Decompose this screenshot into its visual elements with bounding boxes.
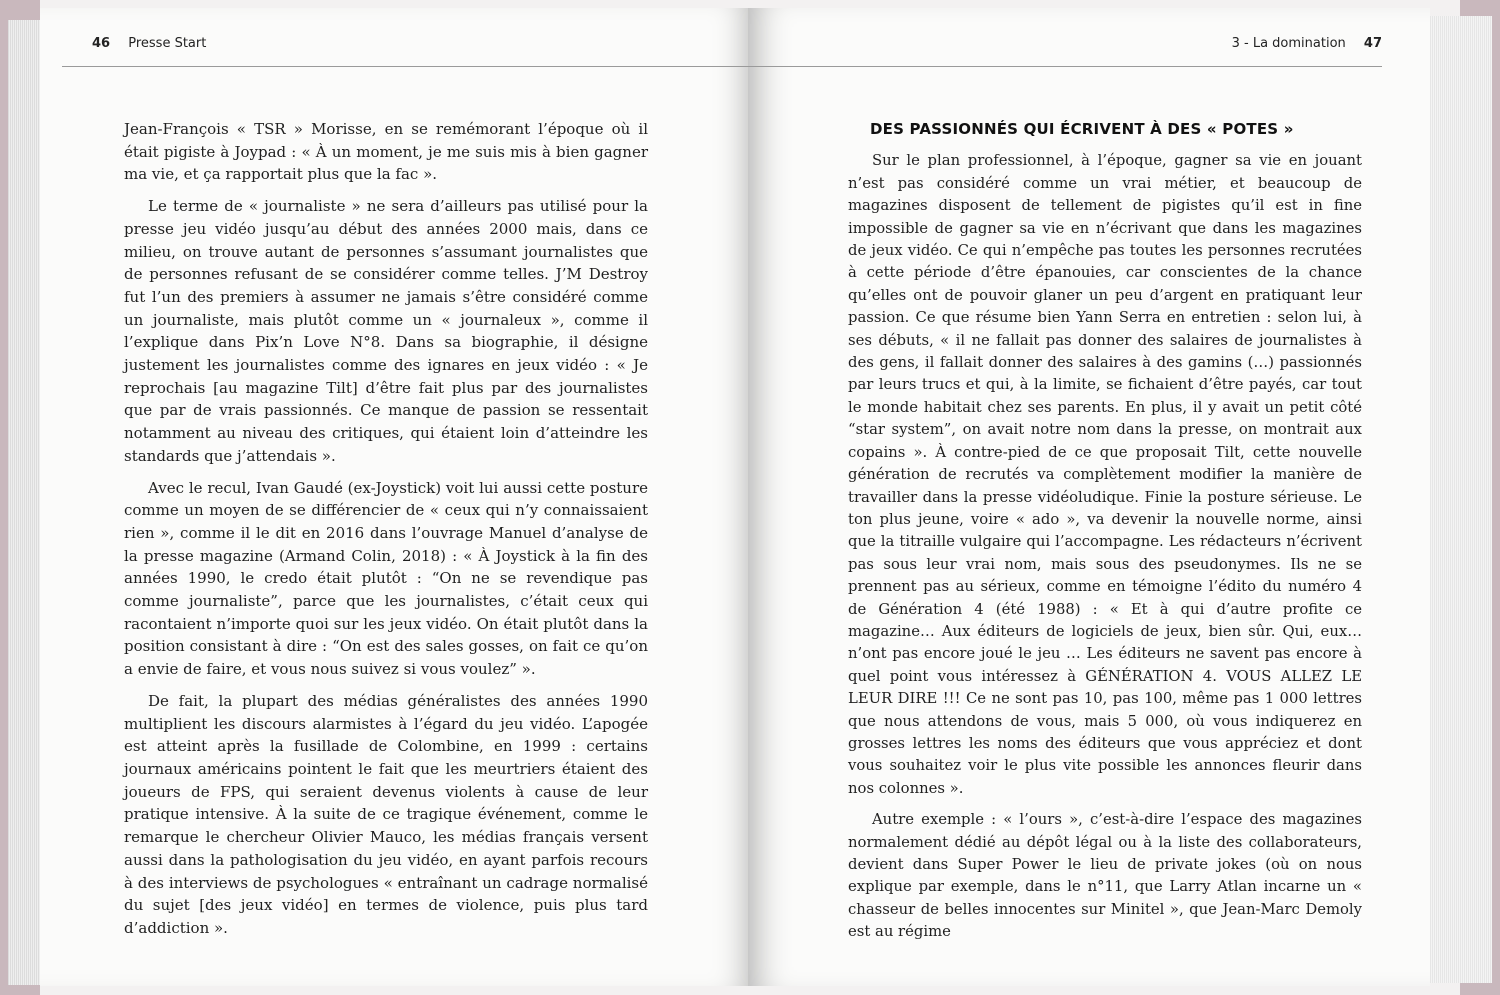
left-page [40,8,752,986]
paragraph: Jean-François « TSR » Morisse, en se remémorant l’époque où il était pigiste à Joypad : « À un moment, je me suis mis à bien gagner ma vie, et ça rapportait plus que la fac ». [124,120,648,184]
paragraph: Sur le plan professionnel, à l’époque, gagner sa vie en jouant n’est pas considéré comme un vrai métier, et beaucoup de magazines disposent de tellement de pigistes qu’il est in fine impossible de gagner sa vie en n’écrivant que dans les magazines de jeux vidéo. Ce qui n’empêche pas toutes les personnes recrutées à cette période d’être épanouies, car conscientes de la chance qu’elles ont de pouvoir glaner un peu d’argent en pratiquant leur passion. Ce que résume bien Yann Serra en entretien : selon lui, à ses débuts, « il ne fallait pas donner des salaires de journalistes à des gens, il fallait donner des salaires à des gamins (…) passionnés par leurs trucs et qui, à la limite, se fichaient d’être payés, car tout le monde habitait chez ses parents. En plus, il y avait un petit côté “star system”, on avait notre nom dans la presse, on montrait aux copains ». À contre-pied de ce que proposait Tilt, cette nouvelle génération de recrutés va complètement modifier la manière de travailler dans la presse vidéoludique. Finie la posture sérieuse. Le ton plus jeune, voire « ado », va devenir la nouvelle norme, ainsi que la titraille vulgaire qui l’accompagne. Les rédacteurs n’écrivent pas sous leur vrai nom, mais sous des pseudonymes. Ils ne se prennent pas au sérieux, comme en témoigne l’édito du numéro 4 de Génération 4 (été 1988) : « Et à qui d’autre profite ce magazine… Aux éditeurs de logiciels de jeux, bien sûr. Qui, eux… n’ont pas encore joué le jeu … Les éditeurs ne savent pas encore à quel point vous intéressez à GÉNÉRATION 4. VOUS ALLEZ LE LEUR DIRE !!! Ce ne sont pas 10, pas 100, même pas 1 000 lettres que nous attendons de vous, mais 5 000, où vous indiquerez en grosses lettres les noms des éditeurs que vous appréciez et dont vous souhaitez voir le plus vite possible les annonces fleurir dans nos colonnes ». [848,152,1362,797]
header-rule [62,66,752,67]
paragraph: Autre exemple : « l’ours », c’est-à-dire l’espace des magazines normalement dédié au dépôt légal ou à la liste des collaborateurs, devient dans Super Power le lieu de private jokes (où on nous explique par exemple, dans le n°11, que Larry Atlan incarne un « chasseur de belles innocentes sur Minitel », que Jean-Marc Demoly est au régime [848,811,1362,941]
left-page-header [92,36,726,60]
right-page-body [848,118,1362,953]
page-stack-left [8,20,42,985]
paragraph: Avec le recul, Ivan Gaudé (ex-Joystick) voit lui aussi cette posture comme un moyen de se différencier de « ceux qui n’y connaissaient rien », comme il le dit en 2016 dans l’ouvrage Manuel d’analyse de la presse magazine (Armand Colin, 2018) : « À Joystick à la fin des années 1990, le credo était plutôt : “On ne se revendique pas comme journaliste”, parce que les journalistes, c’était ceux qui racontaient n’importe quoi sur les jeux vidéo. On était plutôt dans la position consistant à dire : “On est des sales gosses, on fait ce qu’on a envie de faire, et vous nous suivez si vous voulez” ». [124,478,648,679]
page-stack-right [1420,16,1492,983]
right-page-header [770,36,1382,60]
left-page-body [124,118,648,949]
right-page [748,8,1430,986]
header-rule [748,66,1382,67]
page-number: 47 [1363,36,1382,51]
section-title: DES PASSIONNÉS QUI ÉCRIVENT À DES « POTES » [870,120,1294,138]
paragraph: De fait, la plupart des médias généralistes des années 1990 multiplient les discours alarmistes à l’égard du jeu vidéo. L’apogée est atteint après la fusillade de Colombine, en 1999 : certains journaux américains pointent le fait que les meurtriers étaient des joueurs de FPS, qui seraient devenus violents à cause de leur pratique intensive. À la suite de ce tragique événement, comme le remarque le chercheur Olivier Mauco, les médias français versent aussi dans la pathologisation du jeu vidéo, en ayant parfois recours à des interviews de psychologues « entraînant un cadrage normalisé du sujet [des jeux vidéo] en termes de violence, puis plus tard d’addiction ». [124,691,648,937]
page-number: 46 [92,36,111,51]
running-head: Presse Start [128,36,207,51]
running-head: 3 - La domination [1231,36,1346,51]
paragraph: Le terme de « journaliste » ne sera d’ailleurs pas utilisé pour la presse jeu vidéo jusqu’au début des années 2000 mais, dans ce milieu, on trouve autant de personnes s’assumant journalistes que de personnes refusant de se considérer comme telles. J’M Destroy fut l’un des premiers à assumer ne jamais s’être considéré comme un journaliste, mais plutôt comme un « journaleux », comme il l’explique dans Pix’n Love N°8. Dans sa biographie, il désigne justement les journalistes comme des ignares en jeux vidéo : « Je reprochais [au magazine Tilt] d’être fait plus par des journalistes que par de vrais passionnés. Ce manque de passion se ressentait notamment au niveau des critiques, qui étaient loin d’atteindre les standards que j’attendais ». [124,197,648,465]
